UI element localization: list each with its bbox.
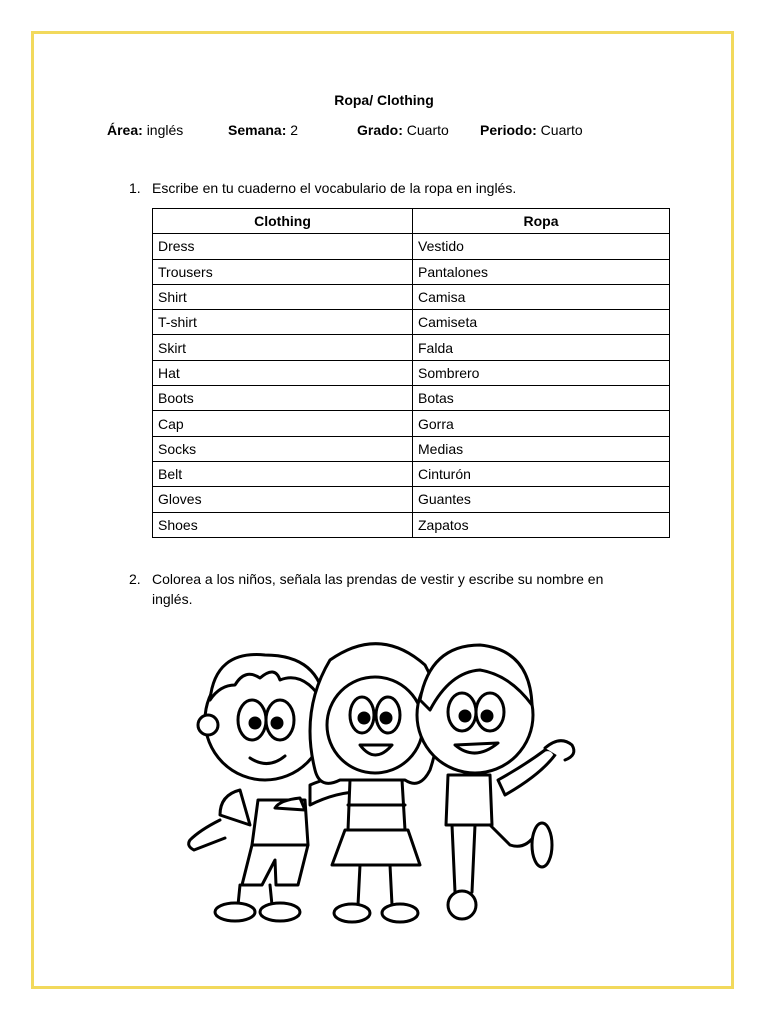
periodo-value: Cuarto [540,122,583,138]
meta-area [107,122,183,138]
table-row [153,487,670,512]
table-row [153,411,670,436]
cell-ropa: Sombrero [413,360,670,385]
question-1-text: Escribe en tu cuaderno el vocabulario de la ropa en inglés. [152,180,517,196]
cell-clothing: T-shirt [153,310,413,335]
cell-ropa: Medias [413,436,670,461]
cell-clothing: Cap [153,411,413,436]
cell-ropa: Botas [413,386,670,411]
cell-ropa: Camiseta [413,310,670,335]
grado-value: Cuarto [406,122,449,138]
meta-periodo [480,122,583,138]
question-2-line-1: Colorea a los niños, señala las prendas de vestir y escribe su nombre en [152,571,604,587]
cell-clothing: Boots [153,386,413,411]
table-row [153,234,670,259]
cell-clothing: Trousers [153,259,413,284]
table-row [153,360,670,385]
table-row [153,512,670,537]
cell-ropa: Falda [413,335,670,360]
cell-ropa: Guantes [413,487,670,512]
grado-label: Grado: [357,122,403,138]
cell-ropa: Camisa [413,284,670,309]
table-row [153,310,670,335]
girl-figure-right [417,645,574,919]
table-row [153,335,670,360]
cell-clothing: Gloves [153,487,413,512]
semana-value: 2 [290,122,299,138]
meta-semana [228,122,298,138]
question-2-line-2: inglés. [152,591,193,607]
children-coloring-illustration [180,630,590,930]
table-row [153,259,670,284]
area-label: Área: [107,122,143,138]
cell-clothing: Shirt [153,284,413,309]
header-ropa: Ropa [413,209,670,234]
table-row [153,461,670,486]
area-value: inglés [146,122,184,138]
cell-ropa: Cinturón [413,461,670,486]
meta-grado [357,122,449,138]
table-row [153,436,670,461]
page-title: Ropa/ Clothing [334,92,434,108]
cell-ropa: Gorra [413,411,670,436]
cell-clothing: Skirt [153,335,413,360]
question-2-number: 2. [129,571,141,587]
table-row [153,284,670,309]
table-header-row [153,209,670,234]
cell-clothing: Shoes [153,512,413,537]
cell-ropa: Zapatos [413,512,670,537]
cell-clothing: Hat [153,360,413,385]
semana-label: Semana: [228,122,287,138]
cell-clothing: Belt [153,461,413,486]
cell-clothing: Dress [153,234,413,259]
question-1-number: 1. [129,180,141,196]
periodo-label: Periodo: [480,122,537,138]
vocabulary-table [152,208,670,538]
cell-clothing: Socks [153,436,413,461]
header-clothing: Clothing [153,209,413,234]
table-row [153,386,670,411]
cell-ropa: Vestido [413,234,670,259]
cell-ropa: Pantalones [413,259,670,284]
